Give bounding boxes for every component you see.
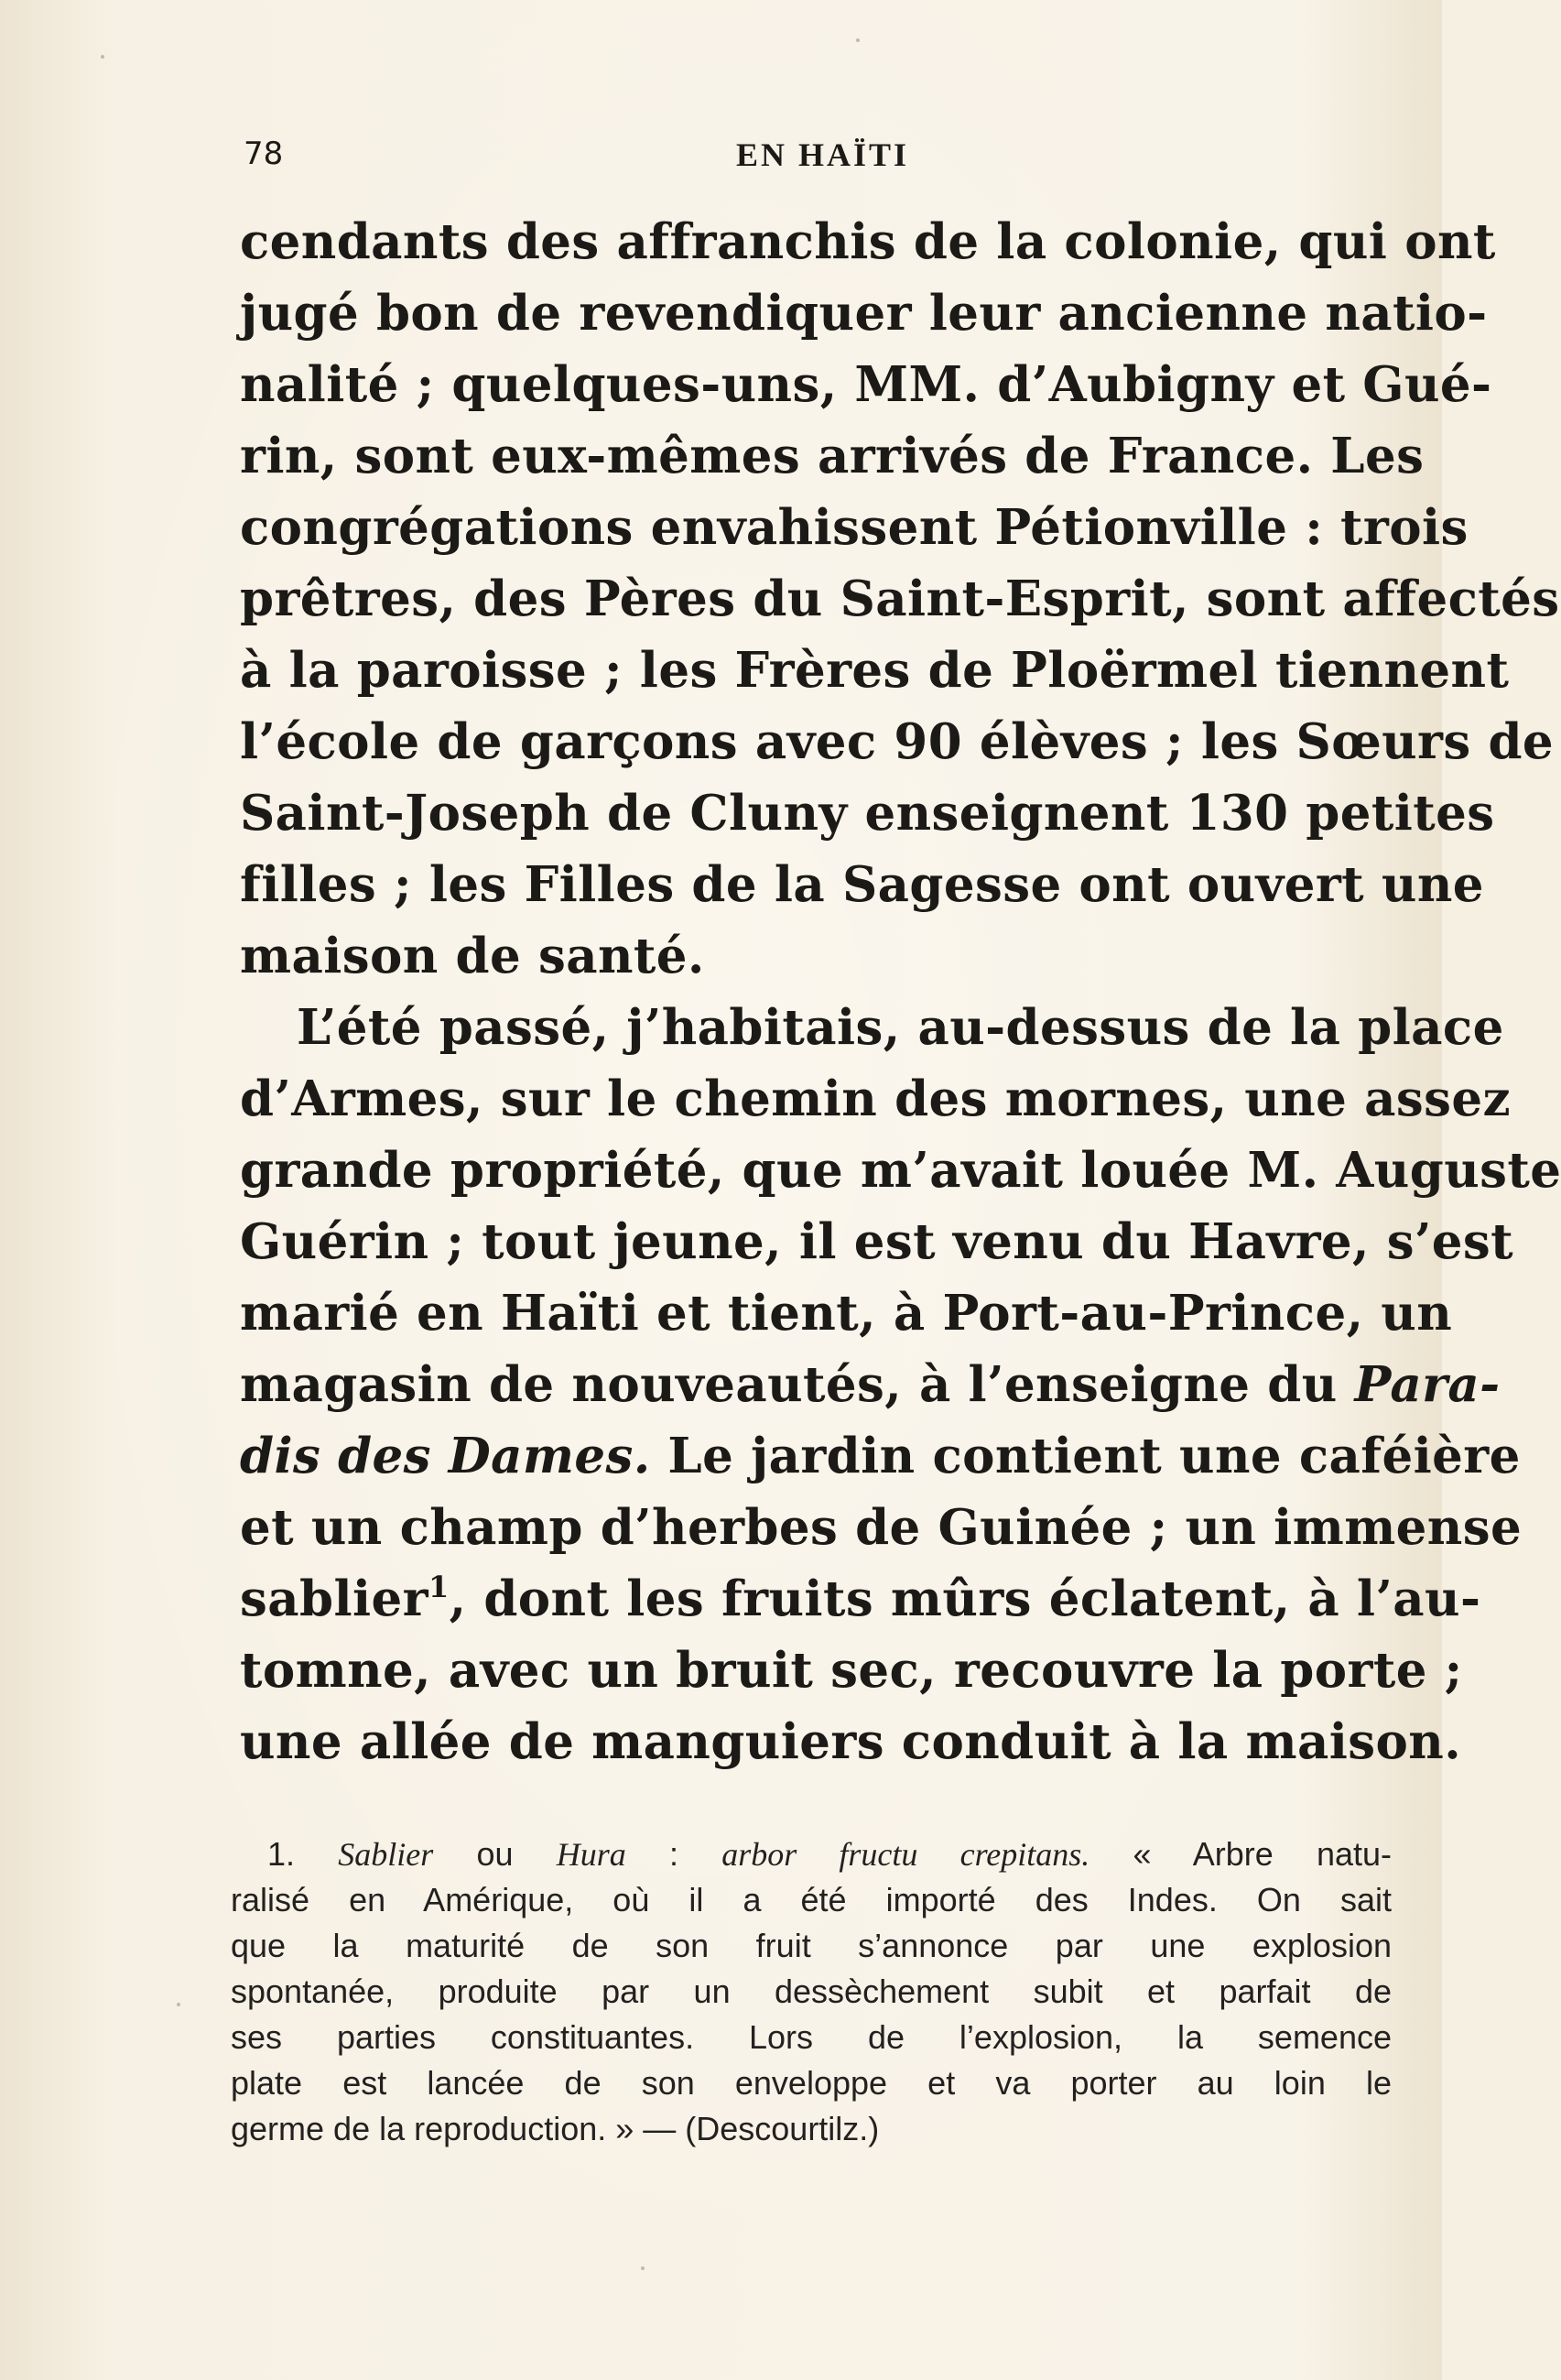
text-line: Guérin ; tout jeune, il est venu du Havre, s’est xyxy=(240,1213,1514,1270)
italic-title-part: dis des Dames. xyxy=(240,1428,651,1484)
text-line: nalité ; quelques-uns, MM. d’Aubigny et Gué- xyxy=(240,356,1492,413)
footnote-connector: ou xyxy=(476,1835,514,1873)
text-line-paragraph-end: maison de santé. xyxy=(240,928,705,984)
footnote-line xyxy=(231,1831,1392,1877)
text-line-with-italic xyxy=(240,1349,1501,1420)
text-line-paragraph-start: L’été passé, j’habitais, au-dessus de la place xyxy=(297,999,1504,1056)
footnote-line: plate est lancée de son enveloppe et va porter au loin le xyxy=(231,2064,1392,2102)
italic-title-part: Para- xyxy=(1354,1356,1501,1413)
paper-speck xyxy=(641,2266,645,2270)
text-segment: magasin de nouveautés, à l’enseigne du xyxy=(240,1356,1338,1413)
footnote-latin-name: arbor fructu crepitans. xyxy=(721,1836,1090,1873)
footnote-number: 1. xyxy=(267,1835,296,1873)
text-line: congrégations envahissent Pétionville : trois xyxy=(240,499,1469,556)
footnote-reference: 1 xyxy=(428,1570,450,1604)
main-text xyxy=(240,206,1561,1777)
text-line: d’Armes, sur le chemin des mornes, une assez xyxy=(240,1070,1511,1127)
text-segment: sablier xyxy=(240,1570,428,1627)
text-line: cendants des affranchis de la colonie, qui ont xyxy=(240,213,1496,270)
footnote-line: que la maturité de son fruit s’annonce par une explosion xyxy=(231,1927,1392,1964)
text-line: Saint-Joseph de Cluny enseignent 130 petites xyxy=(240,785,1495,842)
paper-speck xyxy=(856,38,860,42)
footnote-quote-start: « Arbre natu- xyxy=(1133,1835,1393,1873)
text-line: et un champ d’herbes de Guinée ; un immense xyxy=(240,1499,1523,1556)
text-line: jugé bon de revendiquer leur ancienne natio- xyxy=(240,285,1488,342)
text-line: tomne, avec un bruit sec, recouvre la porte ; xyxy=(240,1642,1463,1699)
paper-speck xyxy=(101,55,104,59)
footnote-line: germe de la reproduction. » — (Descourtilz.) xyxy=(231,2110,880,2147)
text-segment: Le jardin contient une caféière xyxy=(667,1428,1521,1484)
text-line: rin, sont eux-mêmes arrivés de France. Les xyxy=(240,428,1425,484)
footnote-colon: : xyxy=(668,1835,678,1873)
text-line: une allée de manguiers conduit à la maison. xyxy=(240,1713,1462,1770)
page-header xyxy=(244,125,1411,179)
text-line: à la paroisse ; les Frères de Ploërmel tiennent xyxy=(240,642,1510,699)
footnote-line: spontanée, produite par un dessèchement subit et parfait de xyxy=(231,1972,1392,2010)
text-line: grande propriété, que m’avait louée M. Auguste xyxy=(240,1142,1561,1199)
footnote-line: ses parties constituantes. Lors de l’explosion, la semence xyxy=(231,2018,1392,2056)
running-head: EN HAÏTI xyxy=(736,136,910,173)
text-line: marié en Haïti et tient, à Port-au-Prince, un xyxy=(240,1285,1453,1342)
text-line: l’école de garçons avec 90 élèves ; les Sœurs de xyxy=(240,713,1555,770)
paper-speck xyxy=(177,2003,180,2006)
text-line: filles ; les Filles de la Sagesse ont ouvert une xyxy=(240,856,1484,913)
text-line-with-italic xyxy=(240,1420,1521,1492)
footnote xyxy=(231,1831,1392,2152)
footnote-term: Hura xyxy=(556,1836,626,1873)
footnote-line: ralisé en Amérique, où il a été importé des Indes. On sait xyxy=(231,1881,1392,1918)
text-line: prêtres, des Pères du Saint-Esprit, sont affectés xyxy=(240,571,1560,627)
text-segment: , dont les fruits mûrs éclatent, à l’au- xyxy=(449,1570,1481,1627)
footnote-term: Sablier xyxy=(338,1836,434,1873)
page-number: 78 xyxy=(244,136,284,172)
text-line-with-footnote-ref xyxy=(240,1563,1481,1635)
